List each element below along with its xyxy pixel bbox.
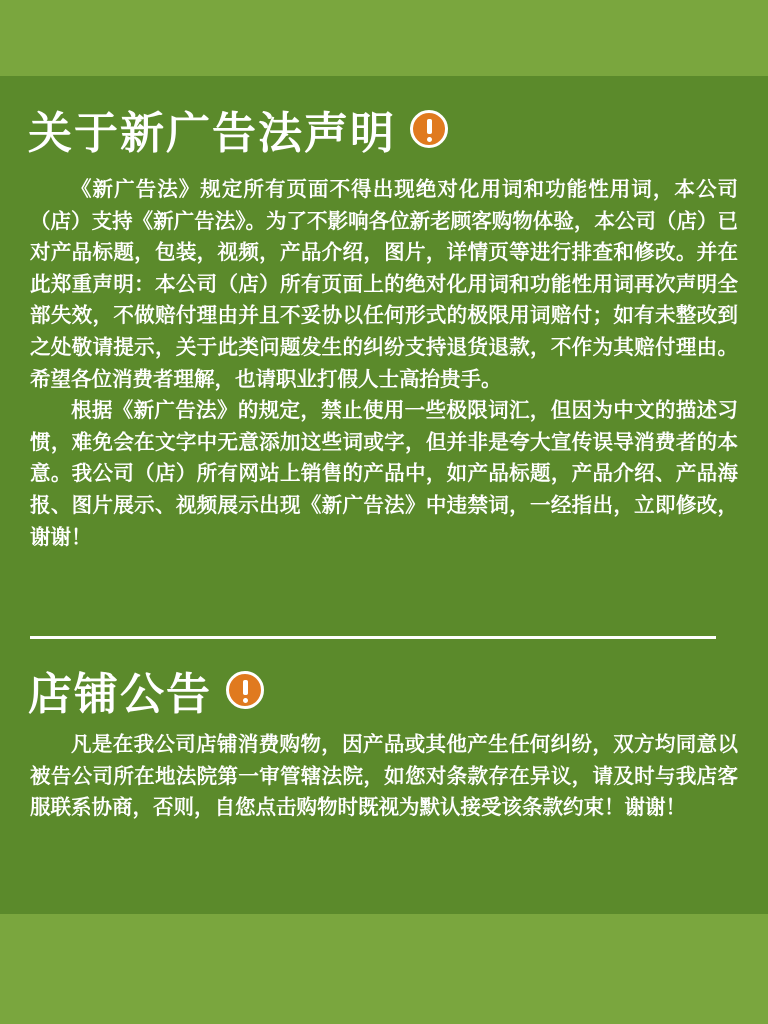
section-title-text: 关于新广告法声明 [28,108,396,159]
ad-law-statement [30,174,738,553]
section-title-text: 店铺公告 [28,669,212,720]
paragraph: 《新广告法》规定所有页面不得出现绝对化用词和功能性用词，本公司（店）支持《新广告法》。为了不影响各位新老顾客购物体验，本公司（店）已对产品标题，包装，视频，产品介绍，图片，详情页等进行排查和修改。并在此郑重声明：本公司（店）所有页面上的绝对化用词和功能性用词再次声明全部失效，不做赔付理由并且不妥协以任何形式的极限用词赔付；如有未整改到之处敬请提示，关于此类问题发生的纠纷支持退货退款，不作为其赔付理由。希望各位消费者理解，也请职业打假人士高抬贵手。 [30,177,738,391]
section-title-store-notice [28,662,264,718]
divider [30,636,716,639]
store-notice-text [30,729,738,824]
paragraph: 根据《新广告法》的规定，禁止使用一些极限词汇，但因为中文的描述习惯，难免会在文字中无意添加这些词或字，但并非是夸大宣传误导消费者的本意。我公司（店）所有网站上销售的产品中，如产品标题，产品介绍、产品海报、图片展示、视频展示出现《新广告法》中违禁词，一经指出，立即修改，谢谢！ [30,398,738,549]
section-title-ad-law [28,101,448,157]
paragraph: 凡是在我公司店铺消费购物，因产品或其他产生任何纠纷，双方均同意以被告公司所在地法院第一审管辖法院，如您对条款存在异议，请及时与我店客服联系协商，否则，自您点击购物时既视为默认接受该条款约束！谢谢！ [30,732,738,820]
exclamation-icon [226,671,264,709]
exclamation-icon [410,110,448,148]
